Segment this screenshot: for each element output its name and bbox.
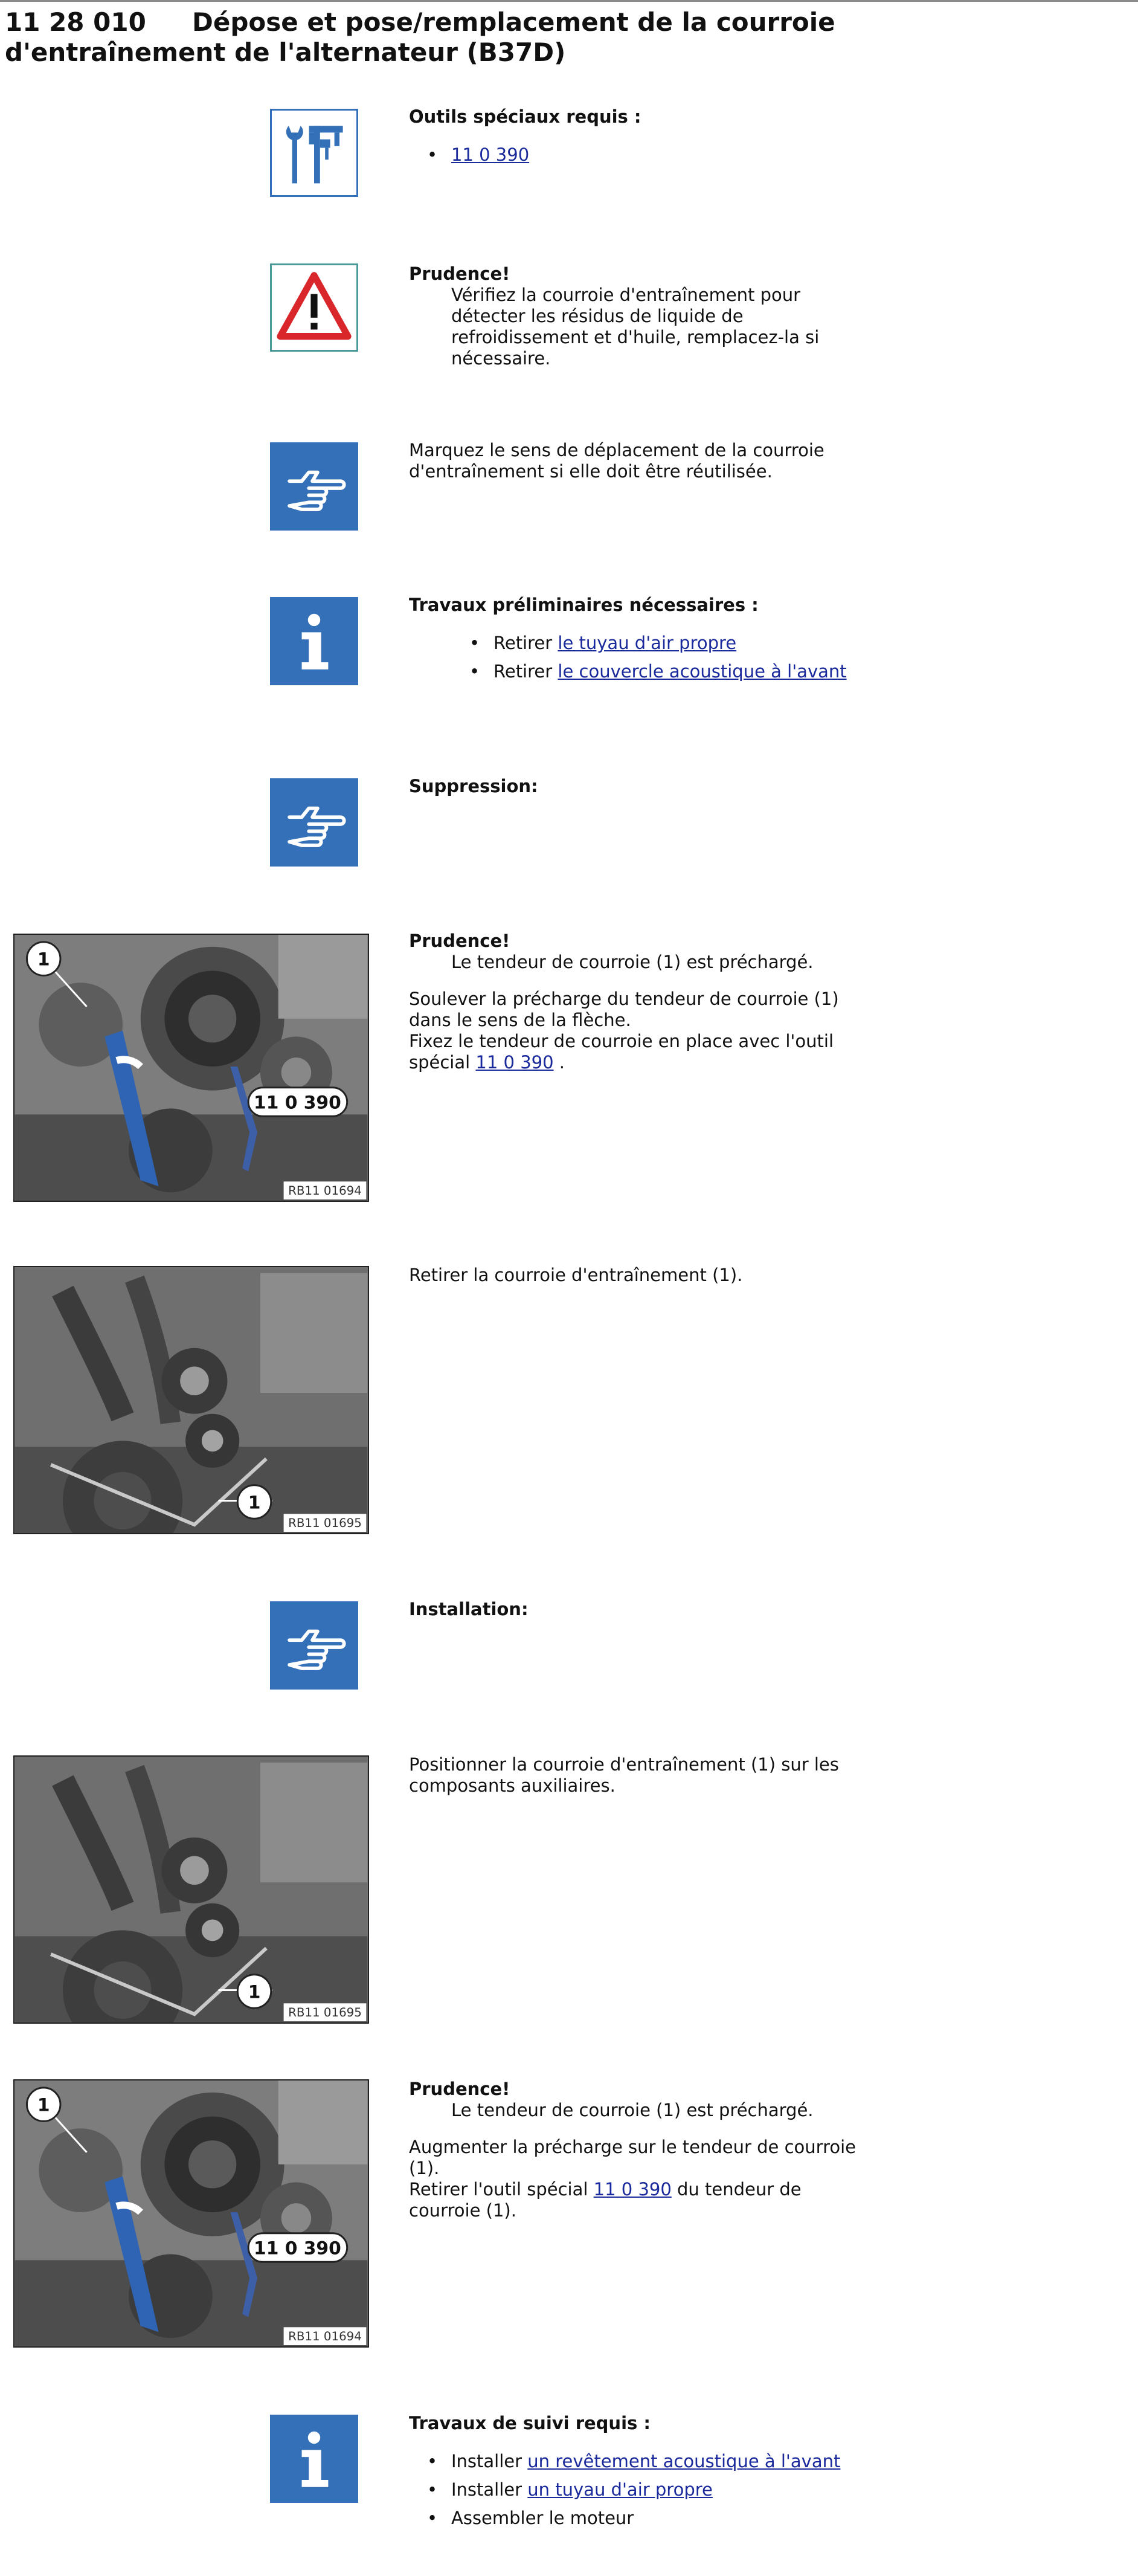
- step-4-text-2: [409, 2179, 868, 2221]
- list-item-prefix: Retirer: [493, 633, 558, 653]
- info-icon: [270, 2415, 358, 2503]
- tools-heading: Outils spéciaux requis :: [409, 106, 641, 127]
- image-code: RB11 01695: [288, 2006, 362, 2020]
- list-item: [409, 633, 868, 654]
- tools-section: [409, 106, 868, 173]
- tools-list: [409, 144, 868, 166]
- image-code: RB11 01695: [288, 1516, 362, 1531]
- list-item-text: Assembler le moteur: [451, 2508, 634, 2528]
- step-1-text-2-prefix: Fixez le tendeur de courroie en place avec l'outil spécial: [409, 1031, 834, 1073]
- followup-heading: Travaux de suivi requis :: [409, 2413, 651, 2433]
- list-item: [409, 2451, 868, 2472]
- step-1-text-2-suffix: .: [553, 1052, 565, 1073]
- callout-number: 1: [37, 949, 50, 970]
- mark-direction-note: [409, 440, 868, 482]
- step-1: [409, 931, 868, 1073]
- step-4-caution-text: Le tendeur de courroie (1) est préchargé.: [451, 2100, 814, 2120]
- preliminary-work: [409, 595, 868, 689]
- photo-drive-belt: [13, 1266, 369, 1534]
- list-item: [409, 144, 868, 166]
- pointing-hand-icon: [270, 442, 358, 531]
- list-item-prefix: Installer: [451, 2479, 528, 2500]
- step-4-text-2-suffix: du tendeur de courroie (1).: [409, 2179, 802, 2221]
- step-4: [409, 2079, 868, 2221]
- tool-link-11-0-390[interactable]: 11 0 390: [451, 144, 530, 165]
- removal-section: [409, 776, 868, 797]
- title-line-2: d'entraînement de l'alternateur (B37D): [5, 37, 566, 67]
- installation-heading: Installation:: [409, 1599, 529, 1619]
- photo-drive-belt-install: [13, 1755, 369, 2024]
- link-clean-air-pipe[interactable]: le tuyau d'air propre: [558, 633, 737, 653]
- step-1-caution-text: Le tendeur de courroie (1) est préchargé.: [451, 952, 814, 972]
- step-1-text-2: [409, 1031, 868, 1073]
- preliminary-list: [409, 633, 868, 682]
- step-3-text: Positionner la courroie d'entraînement (1) sur les composants auxiliaires.: [409, 1754, 839, 1796]
- step-1-caution-heading: Prudence!: [409, 931, 510, 951]
- followup-list: [409, 2451, 868, 2529]
- tool-link-11-0-390[interactable]: 11 0 390: [475, 1052, 554, 1073]
- followup-work: [409, 2413, 868, 2536]
- photo-belt-tensioner: [13, 934, 369, 1202]
- list-item: [409, 661, 868, 682]
- callout-number: 1: [248, 1981, 261, 2003]
- step-2-text: Retirer la courroie d'entraînement (1).: [409, 1265, 743, 1285]
- step-4-caution-heading: Prudence!: [409, 2079, 510, 2099]
- link-clean-air-pipe[interactable]: un tuyau d'air propre: [527, 2479, 713, 2500]
- caution-1: [409, 263, 868, 369]
- image-code: RB11 01694: [288, 2329, 362, 2344]
- caution-1-heading: Prudence!: [409, 263, 510, 284]
- photo-belt-tensioner-release: [13, 2079, 369, 2348]
- title-line-1: Dépose et pose/remplacement de la courroie: [192, 7, 835, 37]
- tools-icon: [270, 109, 358, 197]
- preliminary-heading: Travaux préliminaires nécessaires :: [409, 595, 759, 615]
- tool-link-11-0-390[interactable]: 11 0 390: [593, 2179, 672, 2200]
- pointing-hand-icon: [270, 1601, 358, 1690]
- step-4-text-2-prefix: Retirer l'outil spécial: [409, 2179, 594, 2200]
- link-front-acoustic-lining[interactable]: un revêtement acoustique à l'avant: [527, 2451, 841, 2471]
- link-front-acoustic-cover[interactable]: le couvercle acoustique à l'avant: [558, 661, 847, 682]
- step-3: [409, 1754, 868, 1796]
- removal-heading: Suppression:: [409, 776, 538, 796]
- step-1-text-1: Soulever la précharge du tendeur de courroie (1) dans le sens de la flèche.: [409, 989, 839, 1030]
- caution-1-text: Vérifiez la courroie d'entraînement pour détecter les résidus de liquide de refroidissement et d'huile, remplacez-la si nécessaire.: [451, 285, 820, 369]
- image-code: RB11 01694: [288, 1184, 362, 1198]
- mark-direction-text: Marquez le sens de déplacement de la courroie d'entraînement si elle doit être réutilisée.: [409, 440, 825, 482]
- pointing-hand-icon: [270, 778, 358, 867]
- list-item: [409, 2479, 868, 2500]
- tool-callout-label: 11 0 390: [254, 1092, 341, 1114]
- tool-callout-label: 11 0 390: [254, 2238, 341, 2259]
- list-item-prefix: Installer: [451, 2451, 528, 2471]
- callout-number: 1: [248, 1492, 261, 1514]
- list-item: [409, 2508, 868, 2529]
- installation-section: [409, 1599, 868, 1620]
- step-2: [409, 1265, 868, 1286]
- callout-number: 1: [37, 2094, 50, 2116]
- list-item-prefix: Retirer: [493, 661, 558, 682]
- info-icon: [270, 597, 358, 685]
- repair-number: 11 28 010: [5, 7, 146, 37]
- page-title: [5, 7, 911, 68]
- warning-icon: [270, 263, 358, 352]
- top-rule: [0, 0, 1138, 2]
- step-4-text-1: Augmenter la précharge sur le tendeur de courroie (1).: [409, 2137, 856, 2178]
